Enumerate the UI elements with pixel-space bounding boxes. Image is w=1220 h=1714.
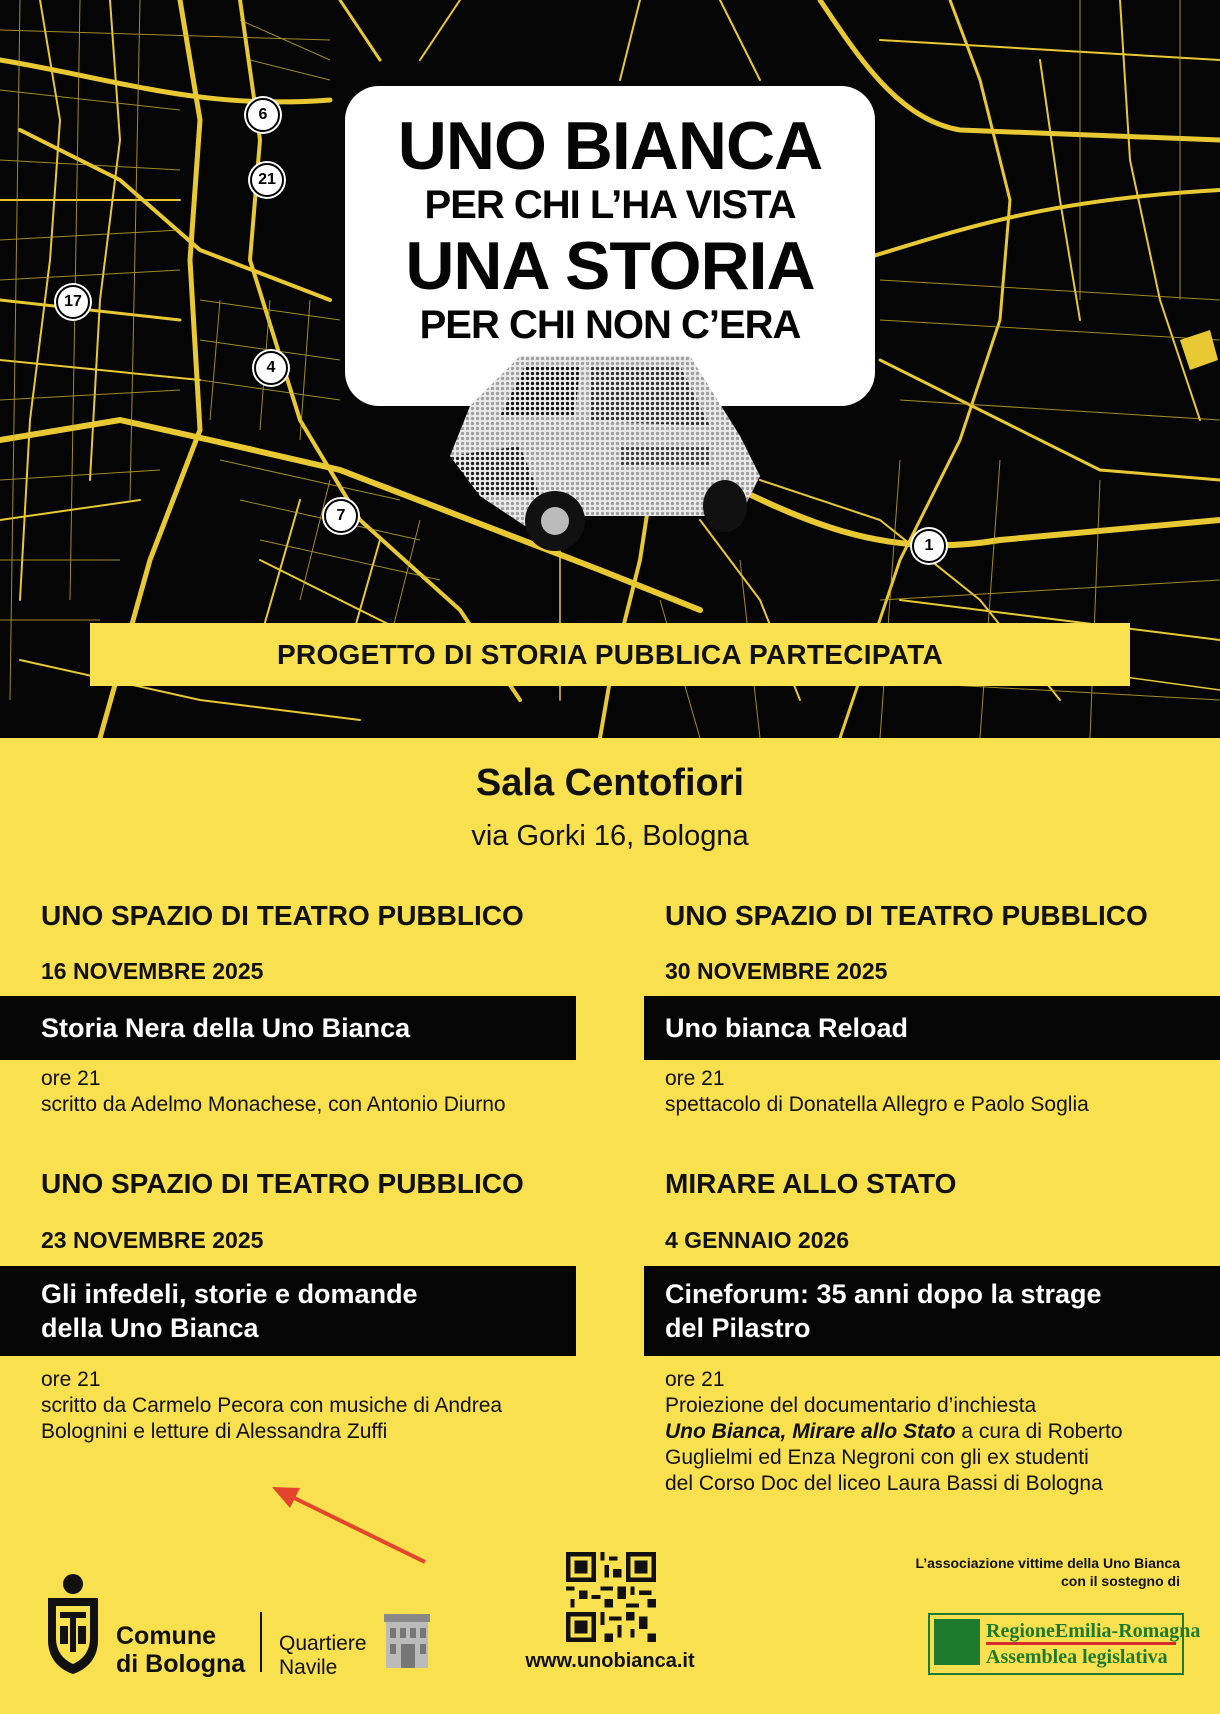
website-link[interactable]: www.unobianca.it	[525, 1650, 695, 1672]
comune-line: Comune	[116, 1622, 216, 1650]
regione-name: RegioneEmilia-Romagna	[986, 1620, 1201, 1642]
event-title-text: Cineforum: 35 anni dopo la strage	[665, 1279, 1102, 1309]
map-header	[0, 0, 1220, 738]
project-banner: PROGETTO DI STORIA PUBBLICA PARTECIPATA	[90, 623, 1130, 686]
event-title-text: del Pilastro	[665, 1313, 811, 1343]
quartiere-line: Navile	[279, 1656, 338, 1679]
venue-address: via Gorki 16, Bologna	[471, 820, 749, 852]
comune-label	[116, 1622, 245, 1678]
event-time: ore 21	[665, 1368, 725, 1391]
regione-logo	[928, 1613, 1201, 1675]
event-date: 30 NOVEMBRE 2025	[665, 958, 888, 984]
event-date: 16 NOVEMBRE 2025	[41, 958, 264, 984]
description-line: del Corso Doc del liceo Laura Bassi di Bologna	[665, 1472, 1103, 1495]
event-title	[644, 1266, 1220, 1356]
quartiere-line: Quartiere	[279, 1632, 367, 1655]
event-title	[0, 1266, 576, 1356]
event-title	[644, 996, 1220, 1060]
title-line: PER CHI L’HA VISTA	[424, 183, 796, 227]
event-description: spettacolo di Donatella Allegro e Paolo Soglia	[665, 1093, 1089, 1116]
comune-line: di Bologna	[116, 1650, 246, 1678]
description-line: Bolognini e letture di Alessandra Zuffi	[41, 1420, 388, 1443]
event-date: 23 NOVEMBRE 2025	[41, 1227, 264, 1253]
map-marker: 17	[56, 285, 90, 319]
description-line: Proiezione del documentario d’inchiesta	[665, 1394, 1037, 1417]
map-marker: 7	[324, 499, 358, 533]
event-kicker: UNO SPAZIO DI TEATRO PUBBLICO	[665, 900, 1148, 931]
footer-divider	[260, 1612, 262, 1672]
association-credit	[915, 1554, 1180, 1590]
car-illustration	[440, 346, 770, 566]
event-kicker: UNO SPAZIO DI TEATRO PUBBLICO	[41, 900, 524, 931]
title-line: UNA STORIA	[405, 228, 815, 304]
quartiere-label	[279, 1632, 367, 1680]
event-time: ore 21	[41, 1368, 101, 1391]
poster-title	[345, 108, 875, 352]
association-line: con il sostegno di	[1060, 1573, 1180, 1589]
event-kicker: MIRARE ALLO STATO	[665, 1168, 957, 1199]
annotation-arrow-icon	[260, 1480, 440, 1570]
qr-code-icon[interactable]	[566, 1552, 656, 1642]
map-marker: 1	[912, 529, 946, 563]
title-line: PER CHI NON C’ERA	[419, 303, 801, 347]
event-time: ore 21	[41, 1067, 101, 1090]
map-marker: 6	[246, 98, 280, 132]
event-description	[665, 1393, 1123, 1497]
event-description	[41, 1393, 502, 1445]
description-line: Guglielmi ed Enza Negroni con gli ex studenti	[665, 1446, 1089, 1469]
regione-assembly: Assemblea legislativa	[986, 1646, 1168, 1668]
event-description: scritto da Adelmo Monachese, con Antonio Diurno	[41, 1093, 506, 1116]
description-line: scritto da Carmelo Pecora con musiche di Andrea	[41, 1394, 503, 1417]
regione-flag-icon	[934, 1619, 980, 1665]
event-date: 4 GENNAIO 2026	[665, 1227, 850, 1253]
quartiere-building-icon	[382, 1610, 432, 1670]
event-time: ore 21	[665, 1067, 725, 1090]
description-line	[665, 1419, 1123, 1445]
venue-name: Sala Centofiori	[475, 762, 745, 804]
event-title	[0, 996, 576, 1060]
event-title-text: Uno bianca Reload	[665, 1013, 909, 1043]
title-line: UNO BIANCA	[397, 108, 823, 184]
event-kicker: UNO SPAZIO DI TEATRO PUBBLICO	[41, 1168, 524, 1199]
association-line: L’associazione vittime della Uno Bianca	[915, 1555, 1180, 1571]
map-marker: 21	[250, 163, 284, 197]
event-title-text: della Uno Bianca	[41, 1313, 259, 1343]
event-title-text: Gli infedeli, storie e domande	[41, 1279, 418, 1309]
description-text: a cura di Roberto	[955, 1420, 1123, 1443]
event-title-text: Storia Nera della Uno Bianca	[41, 1013, 411, 1043]
map-marker: 4	[254, 351, 288, 385]
film-title: Uno Bianca, Mirare allo Stato	[665, 1420, 956, 1443]
regione-divider	[986, 1642, 1176, 1645]
comune-crest-icon	[40, 1570, 106, 1676]
